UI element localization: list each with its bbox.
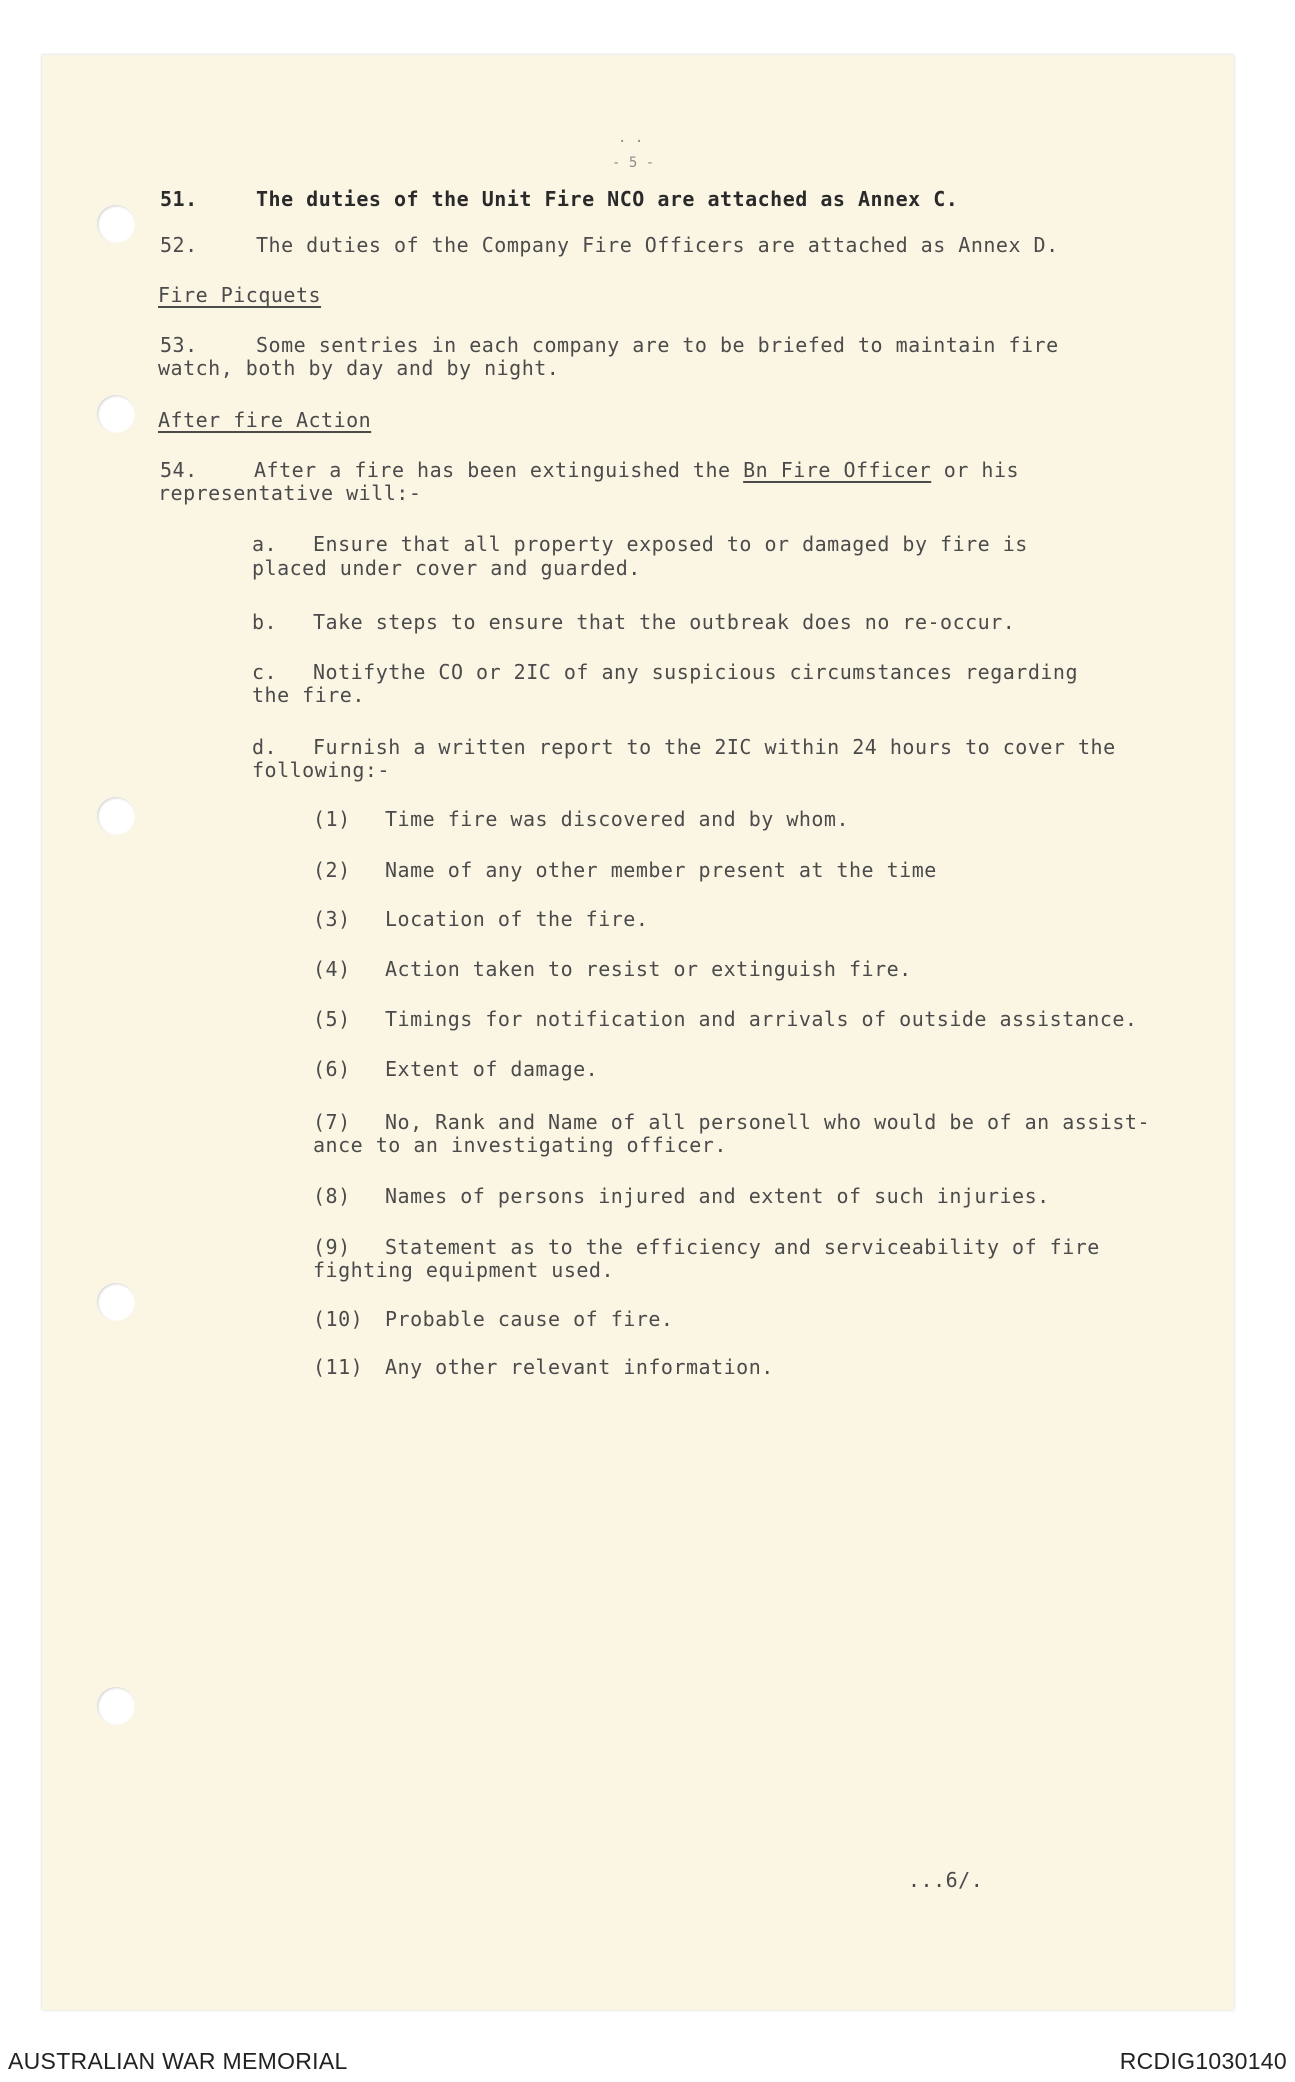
paragraph-text: Some sentries in each company are to be briefed to maintain fire <box>256 333 1059 357</box>
report-item-line2: ance to an investigating officer. <box>313 1133 727 1157</box>
report-item-label: (2) <box>313 858 351 882</box>
page-dots: . . <box>618 130 644 146</box>
paragraph-text-before: After a fire has been extinguished the <box>254 458 731 482</box>
punch-hole <box>97 1283 135 1321</box>
report-item-label: (4) <box>313 957 351 981</box>
archive-caption-right: RCDIG1030140 <box>1119 2048 1287 2074</box>
bn-fire-officer: Bn Fire Officer <box>743 458 932 482</box>
continuation-mark: ...6/. <box>908 1868 984 1892</box>
report-item-text: Names of persons injured and extent of such injuries. <box>385 1184 1050 1208</box>
heading-fire-picquets: Fire Picquets <box>158 283 322 307</box>
report-item-label: (3) <box>313 907 351 931</box>
archive-caption-left: AUSTRALIAN WAR MEMORIAL <box>8 2048 348 2074</box>
punch-hole <box>97 395 135 433</box>
sub-item-label: d. <box>252 735 278 759</box>
report-item-label: (10) <box>313 1307 364 1331</box>
sub-item-label: b. <box>252 610 278 634</box>
report-item-text: Statement as to the efficiency and serviceability of fire <box>385 1235 1100 1259</box>
paragraph-text: The duties of the Company Fire Officers are attached as Annex D. <box>256 233 1059 257</box>
report-item-text: Probable cause of fire. <box>385 1307 674 1331</box>
paragraph-number: 54. <box>160 458 198 482</box>
sub-item-label: a. <box>252 532 278 556</box>
paragraph-text-after: or his <box>943 458 1020 482</box>
sub-item-text: Ensure that all property exposed to or damaged by fire is <box>313 532 1028 556</box>
report-item-label: (9) <box>313 1235 351 1259</box>
report-item-label: (11) <box>313 1355 364 1379</box>
paragraph-text <box>254 458 1019 482</box>
report-item-line2: fighting equipment used. <box>313 1258 614 1282</box>
paragraph-number: 53. <box>160 333 198 357</box>
report-item-text: Action taken to resist or extinguish fire. <box>385 957 912 981</box>
report-item-text: Extent of damage. <box>385 1057 599 1081</box>
report-item-label: (6) <box>313 1057 351 1081</box>
paragraph-number: 52. <box>160 233 198 257</box>
punch-hole <box>97 205 135 243</box>
report-item-text: No, Rank and Name of all personell who would be of an assist- <box>385 1110 1151 1134</box>
report-item-label: (1) <box>313 807 351 831</box>
report-item-label: (5) <box>313 1007 351 1031</box>
report-item-text: Time fire was discovered and by whom. <box>385 807 850 831</box>
report-item-text: Any other relevant information. <box>385 1355 774 1379</box>
report-item-label: (8) <box>313 1184 351 1208</box>
page-number-mark: - 5 - <box>612 155 655 171</box>
sub-item-a-line2: placed under cover and guarded. <box>252 556 641 580</box>
sub-item-d-line2: following:- <box>252 758 390 782</box>
paragraph-53-line2: watch, both by day and by night. <box>158 356 560 380</box>
sub-item-text: Notifythe CO or 2IC of any suspicious circumstances regarding <box>313 660 1079 684</box>
report-item-text: Name of any other member present at the time <box>385 858 937 882</box>
heading-after-fire-action: After fire Action <box>158 408 372 432</box>
paragraph-text: The duties of the Unit Fire NCO are attached as Annex C. <box>256 187 959 211</box>
paragraph-54-line2: representative will:- <box>158 481 422 505</box>
report-item-text: Location of the fire. <box>385 907 649 931</box>
punch-hole <box>97 797 135 835</box>
sub-item-text: Furnish a written report to the 2IC within 24 hours to cover the <box>313 735 1116 759</box>
punch-hole <box>97 1687 135 1725</box>
paragraph-number: 51. <box>160 187 198 211</box>
sub-item-text: Take steps to ensure that the outbreak does no re-occur. <box>313 610 1016 634</box>
sub-item-label: c. <box>252 660 278 684</box>
report-item-text: Timings for notification and arrivals of outside assistance. <box>385 1007 1138 1031</box>
report-item-label: (7) <box>313 1110 351 1134</box>
sub-item-c-line2: the fire. <box>252 683 365 707</box>
